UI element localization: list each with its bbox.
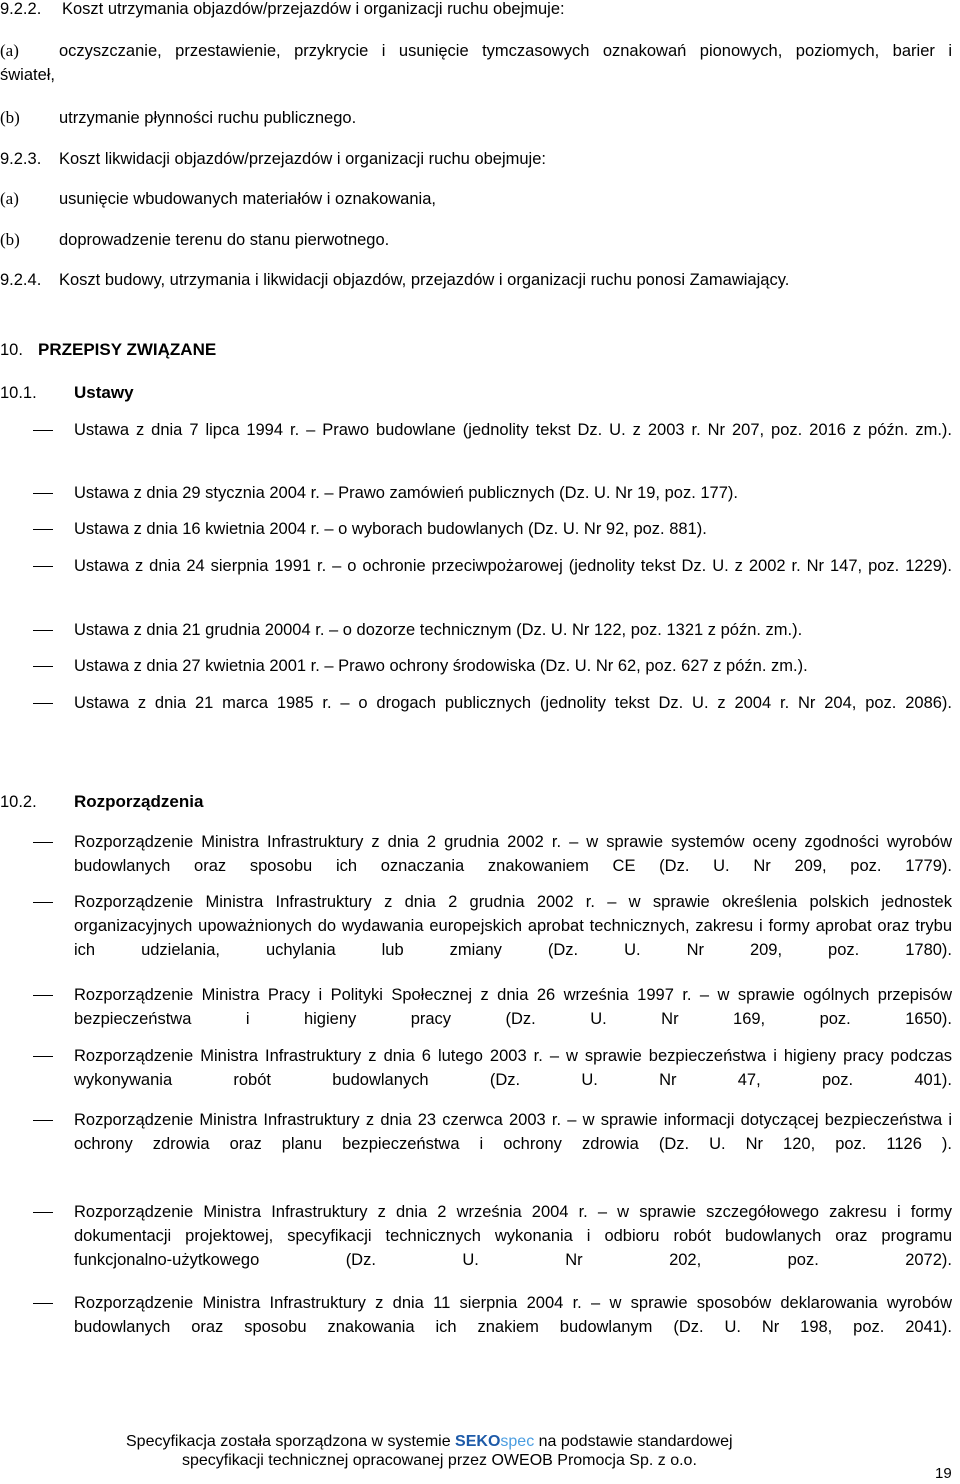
section-9-2-3-item-b-label: (b): [0, 230, 20, 249]
regulation-item: Rozporządzenie Ministra Infrastruktury z dnia 6 lutego 2003 r. – w sprawie bezpieczeństwa i higieny pracy podczas wykonywania robót budowlanych (Dz. U. Nr 47, poz. 401).: [74, 1047, 952, 1089]
statute-item: Ustawa z dnia 21 marca 1985 r. – o drogach publicznych (jednolity tekst Dz. U. z 2004 r. Nr 204, poz. 2086).: [74, 694, 952, 712]
section-9-2-2-item-b-label: (b): [0, 108, 20, 127]
list-dash: [33, 703, 53, 704]
regulation-item: Rozporządzenie Ministra Infrastruktury z dnia 2 grudnia 2002 r. – w sprawie określenia polskich jednostek organizacyjnych upoważnionych do wydawania europejskich aprobat technicznych, zakresu i formy aprobat oraz trybu ich udzielania, uchylania lub zmiany (Dz. U. Nr 209, poz. 1780).: [74, 893, 952, 959]
section-10-number: 10.: [0, 341, 23, 359]
section-9-2-4-text: Koszt budowy, utrzymania i likwidacji objazdów, przejazdów i organizacji ruchu ponosi Zamawiający.: [59, 271, 790, 289]
footer-line-1: [126, 1433, 733, 1451]
section-9-2-2-item-b-text: utrzymanie płynności ruchu publicznego.: [59, 109, 357, 127]
list-dash: [33, 1120, 53, 1121]
footer-brand-seko: SEKO: [455, 1433, 501, 1450]
statute-item: Ustawa z dnia 24 sierpnia 1991 r. – o ochronie przeciwpożarowej (jednolity tekst Dz. U. z 2002 r. Nr 147, poz. 1229).: [74, 557, 952, 575]
page-number: 19: [935, 1465, 952, 1482]
section-9-2-3-number: 9.2.3.: [0, 150, 42, 168]
footer-text-pre: Specyfikacja została sporządzona w systemie: [126, 1433, 451, 1450]
statute-item: Ustawa z dnia 16 kwietnia 2004 r. – o wyborach budowlanych (Dz. U. Nr 92, poz. 881).: [74, 520, 707, 538]
list-dash: [33, 1303, 53, 1304]
section-9-2-2-item-a-text-cont: świateł,: [0, 66, 56, 84]
section-9-2-3-item-b-text: doprowadzenie terenu do stanu pierwotnego.: [59, 231, 390, 249]
section-9-2-4-number: 9.2.4.: [0, 271, 42, 289]
list-dash: [33, 995, 53, 996]
statute-item: Ustawa z dnia 27 kwietnia 2001 r. – Prawo ochrony środowiska (Dz. U. Nr 62, poz. 627 z późn. zm.).: [74, 657, 808, 675]
section-9-2-2-item-a-text: oczyszczanie, przestawienie, przykrycie i usunięcie tymczasowych oznakowań pionowych, poziomych, barier i: [59, 42, 952, 60]
section-10-2-title: Rozporządzenia: [74, 792, 204, 811]
list-dash: [33, 493, 53, 494]
list-dash: [33, 842, 53, 843]
section-9-2-2-title: Koszt utrzymania objazdów/przejazdów i organizacji ruchu obejmuje:: [62, 0, 565, 18]
footer-line-2: specyfikacji technicznej opracowanej przez OWEOB Promocja Sp. z o.o.: [182, 1452, 697, 1469]
section-10-title: PRZEPISY ZWIĄZANE: [38, 340, 217, 359]
list-dash: [33, 430, 53, 431]
regulation-item: Rozporządzenie Ministra Infrastruktury z dnia 11 sierpnia 2004 r. – w sprawie sposobów deklarowania wyrobów budowlanych oraz sposobu znakowania ich znakiem budowlanym (Dz. U. Nr 198, poz. 2041).: [74, 1294, 952, 1336]
section-9-2-3-item-a-label: (a): [0, 189, 19, 208]
section-9-2-3-item-a-text: usunięcie wbudowanych materiałów i oznakowania,: [59, 190, 436, 208]
regulation-item: Rozporządzenie Ministra Infrastruktury z dnia 2 września 2004 r. – w sprawie szczegółowego zakresu i formy dokumentacji projektowej, specyfikacji technicznych wykonania i odbioru robót budowlanych oraz programu funkcjonalno-użytkowego (Dz. U. Nr 202, poz. 2072).: [74, 1203, 952, 1269]
section-9-2-2-item-a-label: (a): [0, 41, 19, 60]
statute-item: Ustawa z dnia 7 lipca 1994 r. – Prawo budowlane (jednolity tekst Dz. U. z 2003 r. Nr 207, poz. 2016 z późn. zm.).: [74, 421, 952, 439]
regulation-item: Rozporządzenie Ministra Infrastruktury z dnia 23 czerwca 2003 r. – w sprawie informacji dotyczącej bezpieczeństwa i ochrony zdrowia oraz planu bezpieczeństwa i ochrony zdrowia (Dz. U. Nr 120, poz. 1126 ).: [74, 1111, 952, 1153]
footer-brand-spec: spec: [500, 1433, 535, 1450]
section-10-1-number: 10.1.: [0, 384, 37, 402]
footer-text-post: na podstawie standardowej: [538, 1433, 733, 1450]
statute-item: Ustawa z dnia 29 stycznia 2004 r. – Prawo zamówień publicznych (Dz. U. Nr 19, poz. 177).: [74, 484, 738, 502]
list-dash: [33, 529, 53, 530]
section-9-2-2-number: 9.2.2.: [0, 0, 42, 18]
list-dash: [33, 1056, 53, 1057]
list-dash: [33, 902, 53, 903]
section-10-2-number: 10.2.: [0, 793, 37, 811]
section-10-1-title: Ustawy: [74, 383, 134, 402]
list-dash: [33, 666, 53, 667]
list-dash: [33, 1212, 53, 1213]
regulation-item: Rozporządzenie Ministra Pracy i Polityki Społecznej z dnia 26 września 1997 r. – w sprawie ogólnych przepisów bezpieczeństwa i higieny pracy (Dz. U. Nr 169, poz. 1650).: [74, 986, 952, 1028]
statute-item: Ustawa z dnia 21 grudnia 20004 r. – o dozorze technicznym (Dz. U. Nr 122, poz. 1321 z późn. zm.).: [74, 621, 803, 639]
section-9-2-3-title: Koszt likwidacji objazdów/przejazdów i organizacji ruchu obejmuje:: [59, 150, 546, 168]
list-dash: [33, 566, 53, 567]
list-dash: [33, 630, 53, 631]
regulation-item: Rozporządzenie Ministra Infrastruktury z dnia 2 grudnia 2002 r. – w sprawie systemów oceny zgodności wyrobów budowlanych oraz sposobu ich oznaczania znakowaniem CE (Dz. U. Nr 209, poz. 1779).: [74, 833, 952, 875]
